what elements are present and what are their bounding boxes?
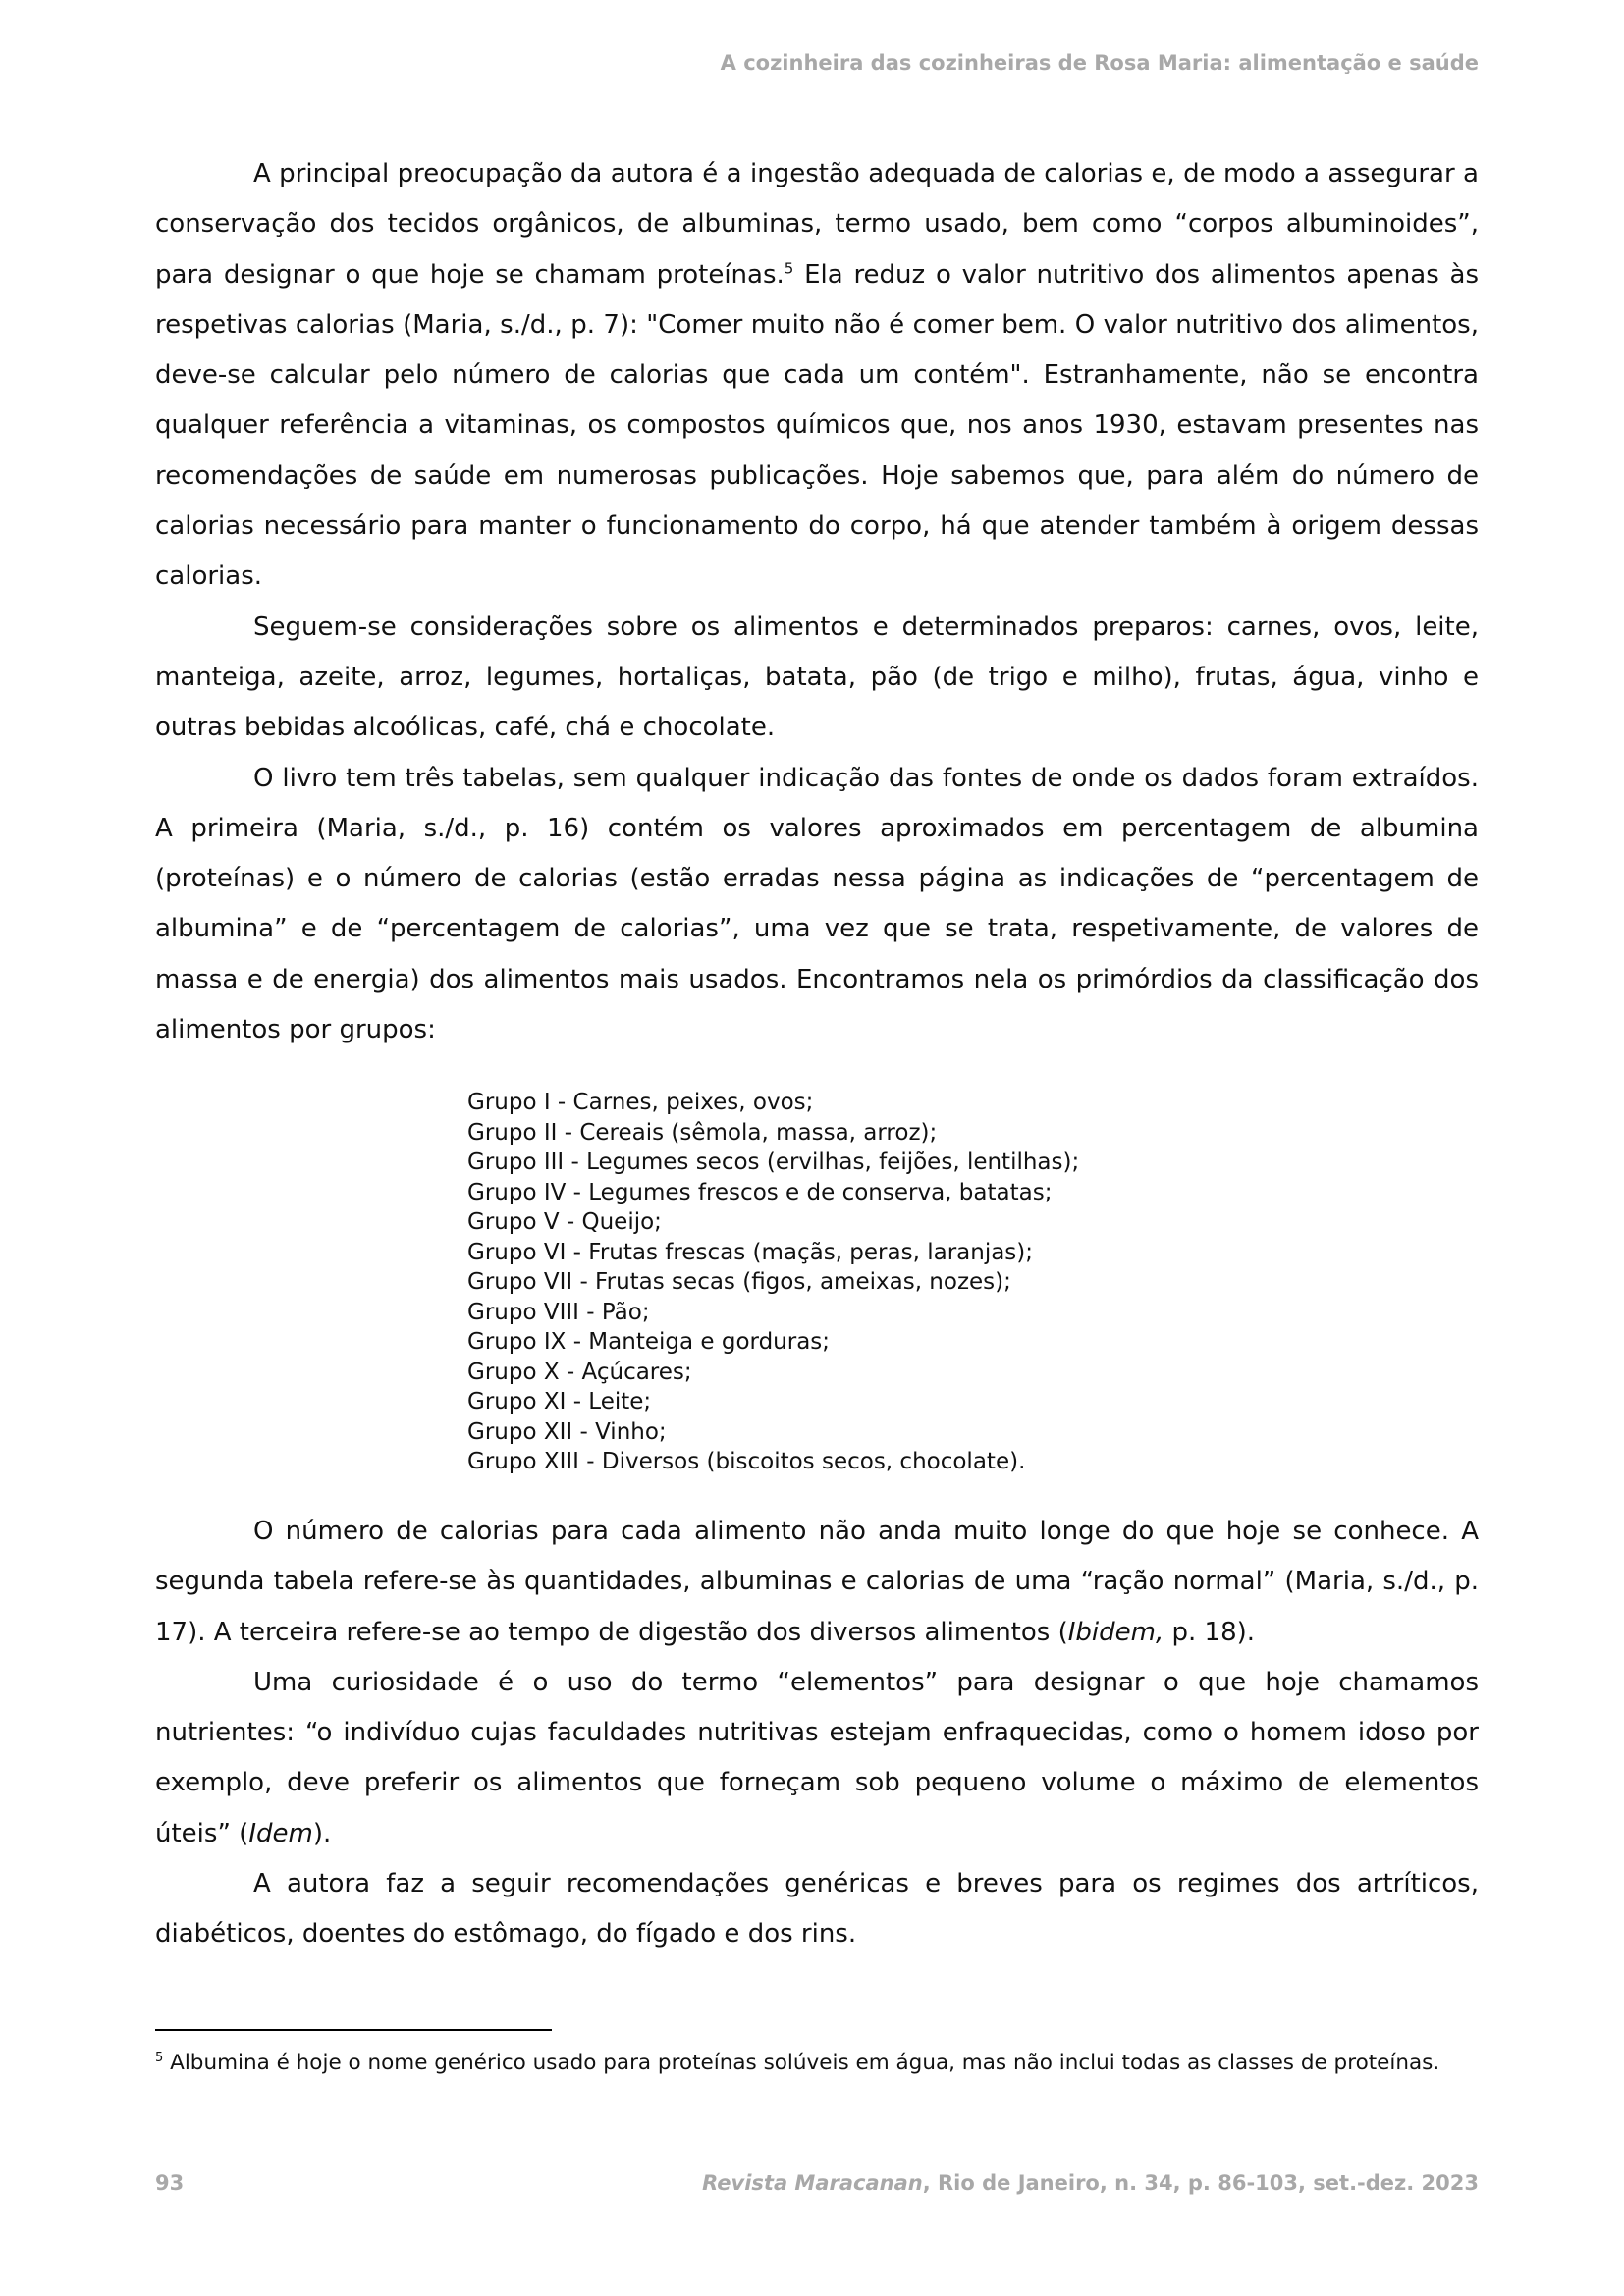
food-group-item: Grupo XIII - Diversos (biscoitos secos, chocolate). — [467, 1449, 1026, 1474]
food-group-item: Grupo VI - Frutas frescas (maçãs, peras, laranjas); — [467, 1239, 1034, 1265]
food-group-item: Grupo XI - Leite; — [467, 1389, 652, 1415]
paragraph-1-text-a: A principal preocupação da autora é a ingestão adequada de calorias e, de modo a assegurar a conservação dos tecidos orgânicos, de albuminas, termo usado, bem como “corpos albuminoides”, para designar o que hoje se chamam proteínas. — [155, 159, 1479, 290]
paragraph-4-text-b: p. 18). — [1164, 1617, 1256, 1647]
food-group-item: Grupo X - Açúcares; — [467, 1359, 692, 1385]
food-group-item: Grupo V - Queijo; — [467, 1209, 662, 1235]
footnote-5 — [155, 2050, 1479, 2077]
footnote-reference-5[interactable]: 5 — [784, 258, 794, 277]
food-group-item: Grupo III - Legumes secos (ervilhas, feijões, lentilhas); — [467, 1149, 1080, 1175]
running-header: A cozinheira das cozinheiras de Rosa Maria: alimentação e saúde — [720, 51, 1479, 75]
paragraph-2: Seguem-se considerações sobre os alimentos e determinados preparos: carnes, ovos, leite, manteiga, azeite, arroz, legumes, hortaliças, batata, pão (de trigo e milho), frutas, água, vinho e outras bebidas alcoólicas, café, chá e chocolate. — [155, 612, 1479, 743]
food-group-item: Grupo IV - Legumes frescos e de conserva, batatas; — [467, 1179, 1053, 1205]
journal-name: Revista Maracanan — [702, 2171, 923, 2195]
footnote-mark: 5 — [155, 2050, 164, 2065]
body-text-upper — [155, 149, 1479, 1055]
paragraph-3: O livro tem três tabelas, sem qualquer indicação das fontes de onde os dados foram extraídos. A primeira (Maria, s./d., p. 16) contém os valores aproximados em percentagem de albumina (proteínas) e o número de calorias (estão erradas nessa página as indicações de “percentagem de albumina” e de “percentagem de calorias”, uma vez que se trata, respetivamente, de valores de massa e de energia) dos alimentos mais usados. Encontramos nela os primórdios da classificação dos alimentos por grupos: — [155, 763, 1479, 1045]
footnote-divider — [155, 2029, 552, 2031]
journal-citation-footer — [702, 2171, 1479, 2195]
paragraph-5 — [155, 1658, 1479, 1859]
paragraph-6: A autora faz a seguir recomendações genéricas e breves para os regimes dos artríticos, diabéticos, doentes do estômago, do fígado e dos rins. — [155, 1869, 1479, 1949]
food-group-item: Grupo I - Carnes, peixes, ovos; — [467, 1090, 814, 1115]
food-group-list — [467, 1088, 1079, 1477]
paragraph-4 — [155, 1507, 1479, 1658]
paragraph-5-italic-idem: Idem — [248, 1818, 313, 1848]
food-group-item: Grupo XII - Vinho; — [467, 1418, 667, 1445]
paragraph-1 — [155, 149, 1479, 603]
paragraph-5-text-a: Uma curiosidade é o uso do termo “elementos” para designar o que hoje chamamos nutrientes: “o indivíduo cujas faculdades nutritivas estejam enfraquecidas, como o homem idoso por exemplo, deve preferir os alimentos que forneçam sob pequeno volume o máximo de elementos úteis” ( — [155, 1667, 1479, 1848]
paragraph-1-text-b: Ela reduz o valor nutritivo dos alimentos apenas às respetivas calorias (Maria, s./d., p. 7): "Comer muito não é comer bem. O valor nutritivo dos alimentos, deve-se calcular pelo número de calorias que cada um contém". Estranhamente, não se encontra qualquer referência a vitaminas, os compostos químicos que, nos anos 1930, estavam presentes nas recomendações de saúde em numerosas publicações. Hoje sabemos que, para além do número de calorias necessário para manter o funcionamento do corpo, há que atender também à origem dessas calorias. — [155, 259, 1480, 592]
paragraph-5-text-b: ). — [312, 1818, 332, 1848]
page-number: 93 — [155, 2171, 185, 2195]
food-group-item: Grupo VII - Frutas secas (figos, ameixas, nozes); — [467, 1269, 1011, 1295]
paragraph-4-text-a: O número de calorias para cada alimento não anda muito longe do que hoje se conhece. A segunda tabela refere-se às quantidades, albuminas e calorias de uma “ração normal” (Maria, s./d., p. 17). A terceira refere-se ao tempo de digestão dos diversos alimentos ( — [155, 1517, 1479, 1647]
food-group-item: Grupo IX - Manteiga e gorduras; — [467, 1329, 831, 1355]
food-group-item: Grupo II - Cereais (sêmola, massa, arroz); — [467, 1119, 938, 1146]
footnote-text: Albumina é hoje o nome genérico usado para proteínas solúveis em água, mas não inclui todas as classes de proteínas. — [163, 2051, 1440, 2075]
paragraph-4-italic-ibidem: Ibidem, — [1067, 1617, 1164, 1647]
journal-citation: , Rio de Janeiro, n. 34, p. 86-103, set.-dez. 2023 — [922, 2171, 1479, 2195]
body-text-lower — [155, 1507, 1479, 1960]
food-group-item: Grupo VIII - Pão; — [467, 1299, 650, 1325]
